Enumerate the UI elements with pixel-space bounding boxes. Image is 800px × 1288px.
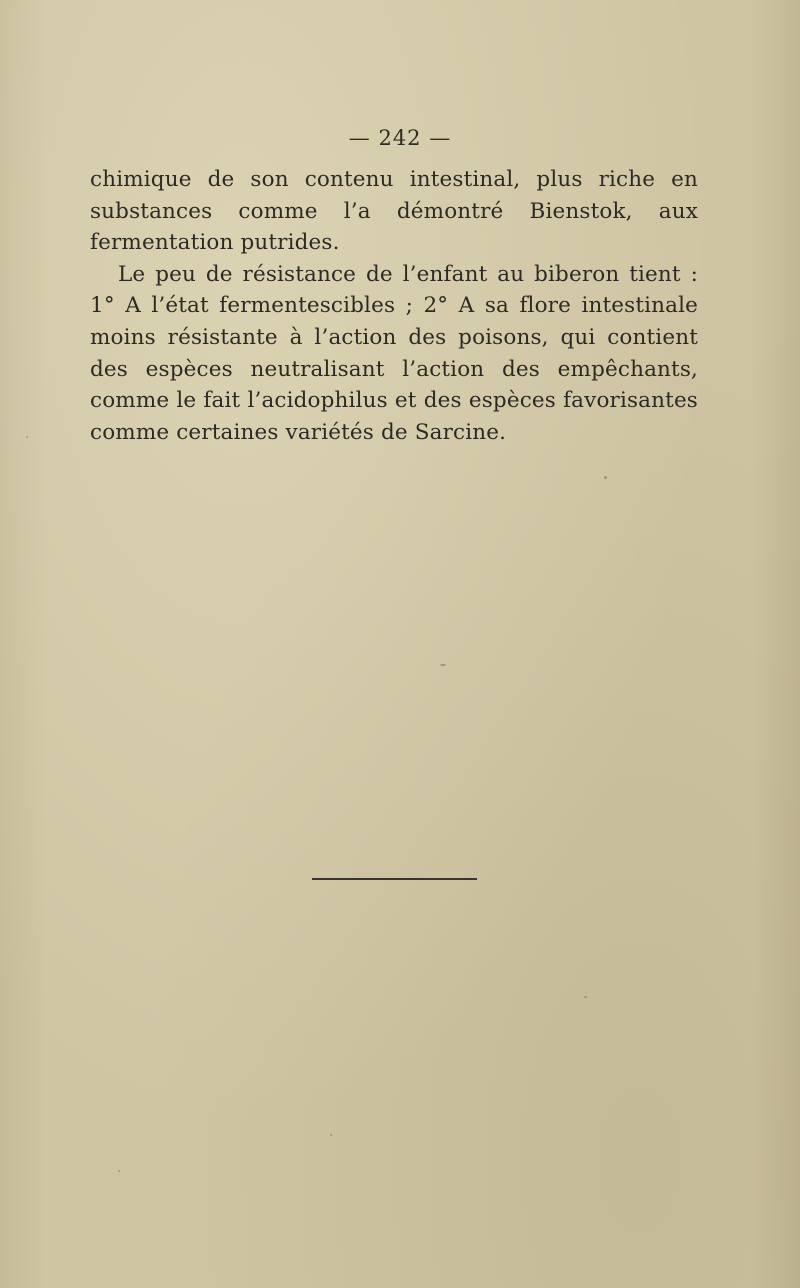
paper-speck <box>26 436 28 438</box>
paper-speck <box>330 1134 332 1136</box>
paper-speck <box>440 664 446 666</box>
paper-speck <box>604 476 607 479</box>
paper-speck <box>584 996 587 998</box>
paper-speck <box>118 1170 120 1172</box>
body-text <box>90 164 698 448</box>
page-number: — 242 — <box>348 126 452 150</box>
paragraph-continuation: chimique de son contenu intestinal, plus riche en substances comme l’a démontré Bienstok, aux fermentation putrides. <box>90 167 698 256</box>
paragraph-resistance: Le peu de résistance de l’enfant au biberon tient : 1° A l’état fermentescibles ; 2° A sa flore intestinale moins résistante à l’action des poisons, qui contient des espèces neutralisant l’action des empêchants, comme le fait l’acidophilus et des espèces favorisantes comme certaines variétés de Sarcine. <box>90 261 698 445</box>
end-rule <box>312 878 477 880</box>
